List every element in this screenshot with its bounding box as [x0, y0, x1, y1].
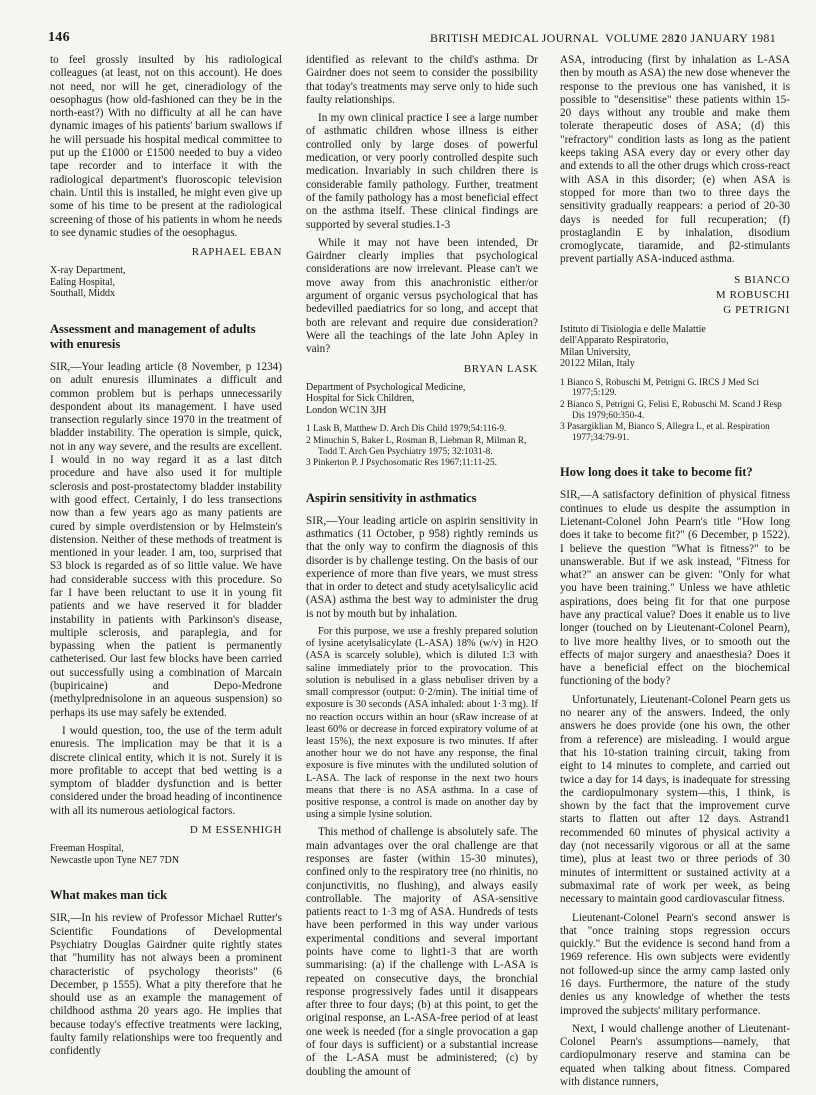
issue-date: 10 JANUARY 1981	[674, 31, 776, 45]
address: Freeman Hospital, Newcastle upon Tyne NE7 7DN	[50, 843, 180, 866]
signature: BRYAN LASK	[463, 362, 538, 375]
signature: RAPHAEL EBAN	[191, 246, 282, 259]
signature: D M ESSENHIGH	[189, 824, 282, 837]
column-3	[560, 54, 790, 1094]
letter-heading: Assessment and management of adults with enuresis	[50, 321, 256, 351]
paragraph: to feel grossly insulted by his radiological colleagues (at least, not on this account). He does not need, nor will he get, cineradiology of the oesophagus (how old-fashioned can they be in the north-east?) With no difficulty at all he can have dynamic images of his patients' barium swallows if he will persuade his hospital medical committee to put up the £1000 or £1500 needed to buy a video tape recorder and to interface it with the radiological department's fluoroscopic television chain. Until this is installed, he might even give up some of his time to be present at the radiological screening of those of his patients in whom he needs to see dynamic studies of the oesophagus.	[50, 54, 282, 239]
paragraph: SIR,—Your leading article (8 November, p 1234) on adult enuresis illuminates a difficult and common problem but is perhaps unnecessarily despondent about its management. I have used transection regularly since 1970 in the treatment of bladder instability. The operation is simple, quick, not in any way severe, and the results are excellent. I would in no way regard it as a last ditch procedure and have also used it for multiple sclerosis and post-prostatectomy bladder instability with good effect. Certainly, I do less transections now than a few years ago as many patients are cured by simple overdistension or by Helmstein's distension. Neither of these methods of treatment is mentioned in your leader. I am, too, surprised that S3 block is regarded as of so little value. We have had considerable success with this procedure. So far I have been reluctant to use it in young fit patients and we have reserved it for bladder instability in patients with Parkinson's disease, multiple sclerosis, and paraplegia, and for bypassing when the patient is permanently catheterised. Our last few blocks have been carried out successfully using a combination of Marcain (bupiricaine) and Depo-Medrone (methylprednisolone in an aqueous suspension) so perhaps its use may safely be extended.	[50, 360, 282, 719]
paragraph: Next, I would challenge another of Lieutenant-Colonel Pearn's assumptions—namely, that cardiopulmonary reserve and stamina can be equated when talking about fitness. Compared with distance runners,	[560, 1022, 790, 1089]
paragraph: For this purpose, we use a freshly prepared solution of lysine acetylsalicylate (L-ASA) 18% (w/v) in H2O (ASA is scarcely soluble), which is diluted 1:3 with saline immediately prior to the provocation. This solution is nebulised in a glass nebuliser driven by a small compressor (output: 0·2/min). The initial time of exposure is 30 seconds (ASA inhaled: about 1·3 mg). If no reaction occurs within an hour (sRaw increase of at least 60% or decrease in forced expiratory volume of at least 15%), the next exposure is two minutes. If after another hour we do not have any response, the final exposure is five minutes with the undiluted solution of L-ASA. The lack of response in the next two hours means that there is no ASA asthma. In a case of positive response, a control is made on another day by using a simple lysine solution.	[306, 626, 538, 821]
address: Istituto di Tisiologia e delle Malattie dell'Apparato Respiratorio, Milan University, 20122 Milan, Italy	[560, 323, 706, 370]
column-2	[306, 54, 538, 1084]
references: 1 Lask B, Matthew D. Arch Dis Child 1979;54:116-9. 2 Minuchin S, Baker L, Rosman B, Liebman R, Milman R, Todd T. Arch Gen Psychiatry 1975; 32:1031-8. 3 Pinkerton P. J Psychosomatic Res 1967;11:11-25.	[306, 424, 527, 469]
column-1	[50, 54, 282, 1064]
page-number: 146	[48, 30, 70, 45]
paragraph: Lieutenant-Colonel Pearn's second answer is that "once training stops regression occurs quickly." But the evidence is second hand from a 1969 reference. His own subjects were evidently not followed-up since the army camp lasted only 16 days. Furthermore, the nature of the study denies us any knowledge of whether the tests improved the subjects' military performance.	[560, 911, 790, 1017]
paragraph: SIR,—Your leading article on aspirin sensitivity in asthmatics (11 October, p 958) rightly reminds us that the only way to confirm the diagnosis of this disorder is by challenge testing. On the basis of our experience of more than five years, we must stress that in order to detect and study acetylsalicylic acid (ASA) asthma the best way to administer the drug is not by mouth but by inhalation.	[306, 514, 538, 620]
letter-heading: Aspirin sensitivity in asthmatics	[306, 490, 477, 505]
paragraph: Unfortunately, Lieutenant-Colonel Pearn gets us no nearer any of the answers. Indeed, the only answers he does provide (one his own, the other from a reference) are misleading. I would argue that his 10-station training circuit, taking from eight to 14 minutes to complete, and carried out twice a day for 14 days, is inadequate for stressing the cardiopulmonary system—this, I think, is shown by the fact that the improvement curve starts to flatten out after 12 days. Astrand1 recommended 60 minutes of physical activity a day (not necessarily vigorous or all at the same time), plus at least two or three periods of 30 minutes of intermittent or sustained activity at a submaximal rate of work per week, as being necessary to maintain good cardiovascular fitness.	[560, 693, 790, 906]
letter-heading: How long does it take to become fit?	[560, 465, 753, 480]
paragraph: This method of challenge is absolutely safe. The main advantages over the oral challenge are that responses are faster (within 15-30 minutes), confined only to the respiratory tree (no rhinitis, no conjunctivitis, no flushing), and always easily controllable. The majority of ASA-sensitive patients react to 1·3 mg of ASA. Hundreds of tests have been performed in this way under various experimental conditions and several important points have come to light1-3 that are worth summarising: (a) if the challenge with L-ASA is repeated on consecutive days, the bronchial response progressively fades until it disappears after three to four days; (b) at this point, to get the original response, an L-ASA-free period of at least one week is needed (for a single provocation a gap of four days is sufficient) or a substantial increase of the L-ASA must be administered; (c) by doubling the amount of	[306, 826, 538, 1078]
paragraph: identified as relevant to the child's asthma. Dr Gairdner does not seem to consider the possibility that today's treatments may serve only to hide such faulty relationships.	[306, 54, 538, 106]
references: 1 Bianco S, Robuschi M, Petrigni G. IRCS J Med Sci 1977;5:129. 2 Bianco S, Petrigni G, Felisi E, Robuschi M. Scand J Resp Dis 1979;60:350-4. 3 Pasargiklian M, Bianco S, Allegra L, et al. Respiration 1977;34:79-91.	[560, 377, 782, 443]
paragraph: In my own clinical practice I see a large number of asthmatic children whose illness is either controlled only by large doses of powerful medication, or very poorly controlled despite such medication. Invariably in such children there is considerable family pathology. Further, treatment of the family pathology has a most beneficial effect on the asthma itself. These clinical findings are supported by several studies.1-3	[306, 112, 538, 231]
journal-volume: BRITISH MEDICAL JOURNAL VOLUME 282	[430, 31, 681, 45]
paragraph: While it may not have been intended, Dr Gairdner clearly implies that psychological considerations are now irrelevant. Please can't we move away from this anachronistic either/or argument of organic versus psychological that has bedevilled paediatrics for so long, and accept that both are relevant and require due consideration? Were all the teachings of the late John Apley in vain?	[306, 236, 538, 356]
page-header	[48, 30, 776, 48]
paragraph: ASA, introducing (first by inhalation as L-ASA then by mouth as ASA) the new dose whenever the response to the previous one has vanished, it is possible to "desensitise" these patients within 15-20 days without any trouble and make them tolerate therapeutic doses of ASA; (d) this "refractory" condition lasts as long as the patient keeps taking ASA every day or every other day and extends to all the other drugs which cross-react with ASA in this disorder; (e) when ASA is stopped for more than two to three days the sensitivity gradually reappears: a period of 20-30 days is needed for full recuperation; (f) prostaglandin E by inhalation, disodium cromoglycate, tiaramide, and β2-stimulants prevent partially ASA-induced asthma.	[560, 54, 790, 266]
address: Department of Psychological Medicine, Hospital for Sick Children, London WC1N 3JH	[306, 381, 466, 416]
paragraph: I would question, too, the use of the term adult enuresis. The implication may be that it is a discrete clinical entity, which it is not. Surely it is more profitable to accept that bed wetting is a symptom of bladder dysfunction and is better considered under the broad heading of incontinence with all its numerous aetiological factors.	[50, 724, 282, 817]
paragraph: SIR,—In his review of Professor Michael Rutter's Scientific Foundations of Developmental Psychiatry Douglas Gairdner quite rightly states that "humility has not always been a prominent characteristic of psychology theorists" (6 December, p 1555). What a pity therefore that he should use as an example the management of childhood asthma 20 years ago. He implies that because today's effective treatments were lacking, faulty family relationships were too frequently and confidently	[50, 912, 282, 1058]
letter-heading: What makes man tick	[50, 888, 168, 903]
address: X-ray Department, Ealing Hospital, Southall, Middx	[50, 265, 126, 300]
signatures: S BIANCO M ROBUSCHI G PETRIGNI	[715, 273, 790, 316]
paragraph: SIR,—A satisfactory definition of physical fitness continues to elude us despite the assumption in Lietenant-Colonel John Pearn's title "How long does it take to become fit?" (6 December, p 1522). I believe the question "What is fitness?" to be unanswerable. But if we ask instead, "Fitness for what?" an answer can be given: "Only for what you have been training." Unless we have athletic aspirations, does being fit for that one purpose have any practical value? Does it enable us to live longer (touched on by Lieutenant-Colonel Pearn), to live more healthy lives, or to smooth out the effects of major surgery and anaesthesia? Does it have a beneficial effect on the biochemical functioning of the body?	[560, 489, 790, 688]
